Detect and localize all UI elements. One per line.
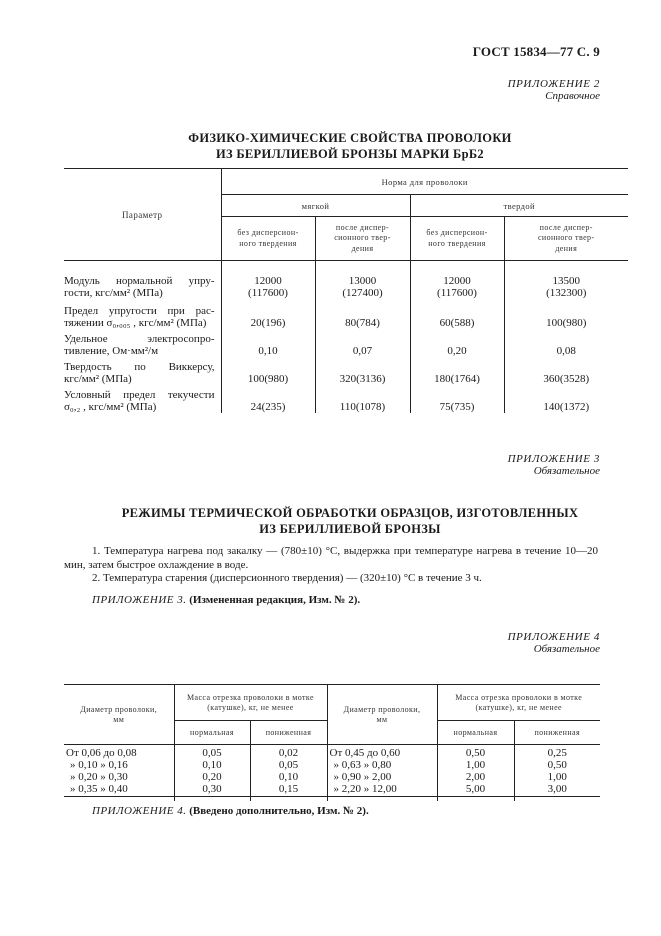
dia-left-cell: От 0,06 до 0,08 » 0,10 » 0,16 » 0,20 » 0,30 » 0,35 » 0,40 xyxy=(66,747,137,795)
dia-header-left: Диаметр проволоки, мм xyxy=(64,685,174,745)
value-cell: 0,20 xyxy=(410,329,504,357)
mass-header-right: Масса отрезка проволоки в мотке (катушке), кг, не менее xyxy=(437,685,600,721)
value-cell: 0,07 xyxy=(315,329,410,357)
value-cell: 60(588) xyxy=(410,299,504,329)
value-cell: 13500 (132300) xyxy=(504,261,628,299)
value-cell: 80(784) xyxy=(315,299,410,329)
appendix-4-kind: Обязательное xyxy=(533,643,600,655)
param-header: Параметр xyxy=(64,169,221,261)
sub-header-aging-hard: после диспер- сионного твер- дения xyxy=(504,217,628,261)
hard-header: твердой xyxy=(410,195,628,217)
appendix-2-label xyxy=(440,78,600,102)
value-cell: 75(735) xyxy=(410,385,504,413)
page-header: ГОСТ 15834—77 С. 9 xyxy=(472,44,600,59)
norm-header: Норма для проволоки xyxy=(221,169,628,195)
param-cell: Предел упругости при рас- тяжении σ₀,₀₀₅ , кгс/мм² (МПа) xyxy=(64,304,215,329)
value-cell: 140(1372) xyxy=(504,385,628,413)
paragraph-1: 1. Температура нагрева под закалку — (780±10) °С, выдержка при температуре нагрева в течение 10—20 мин, затем быстрое охлаждение в воде. xyxy=(64,545,598,571)
reduced-right-cell: 0,25 0,50 1,00 3,00 xyxy=(514,745,600,801)
sub-header-aging-soft: после диспер- сионного твер- дения xyxy=(315,217,410,261)
reduced-header-left: пониженная xyxy=(250,721,327,745)
param-cell: Твердость по Виккерсу, кгс/мм² (МПа) xyxy=(64,360,215,385)
appendix-3-note-label: ПРИЛОЖЕНИЕ 3. xyxy=(92,594,187,606)
appendix-3-note xyxy=(92,594,360,606)
reduced-left-cell: 0,02 0,05 0,10 0,15 xyxy=(250,745,327,801)
sub-header-no-aging-soft: без дисперсион- ного твердения xyxy=(221,217,315,261)
section-title-2 xyxy=(60,505,640,537)
value-cell: 320(3136) xyxy=(315,357,410,385)
dia-right-cell: От 0,45 до 0,60 » 0,63 » 0,80 » 0,90 » 2,00 » 2,20 » 12,00 xyxy=(327,745,437,801)
table-row xyxy=(64,745,600,801)
appendix-3-kind: Обязательное xyxy=(533,465,600,477)
value-cell: 13000 (127400) xyxy=(315,261,410,299)
value-cell: 12000 (117600) xyxy=(410,261,504,299)
value-cell: 100(980) xyxy=(504,299,628,329)
appendix-4-note-label: ПРИЛОЖЕНИЕ 4. xyxy=(92,805,187,817)
table-row xyxy=(64,385,628,413)
value-cell: 0,10 xyxy=(221,329,315,357)
mass-table xyxy=(64,684,600,801)
value-cell: 0,08 xyxy=(504,329,628,357)
appendix-3-label xyxy=(440,453,600,477)
appendix-4-label xyxy=(440,631,600,655)
section-title-1-line2: ИЗ БЕРИЛЛИЕВОЙ БРОНЗЫ МАРКИ БрБ2 xyxy=(216,147,484,161)
value-cell: 100(980) xyxy=(221,357,315,385)
appendix-3-note-text: (Измененная редакция, Изм. № 2). xyxy=(189,594,361,606)
dia-header-right: Диаметр проволоки, мм xyxy=(327,685,437,745)
appendix-4-note xyxy=(92,805,369,817)
normal-header-left: нормальная xyxy=(174,721,250,745)
soft-header: мягкой xyxy=(221,195,410,217)
paragraph-2: 2. Температура старения (дисперсионного твердения) — (320±10) °С в течение 3 ч. xyxy=(92,572,482,584)
table-row xyxy=(64,329,628,357)
table-row xyxy=(64,261,628,299)
value-cell: 24(235) xyxy=(221,385,315,413)
param-cell: Удельное электросопро- тивление, Ом·мм²/м xyxy=(64,332,215,357)
param-cell: Условный предел текучести σ₀,₂ , кгс/мм² (МПа) xyxy=(64,388,215,413)
param-cell: Модуль нормальной упру- гости, кгс/мм² (МПа) xyxy=(64,274,215,299)
properties-table xyxy=(64,168,628,413)
mass-header-left: Масса отрезка проволоки в мотке (катушке), кг, не менее xyxy=(174,685,327,721)
table-bottom-rule xyxy=(64,796,600,797)
section-title-2-line2: ИЗ БЕРИЛЛИЕВОЙ БРОНЗЫ xyxy=(259,522,441,536)
normal-header-right: нормальная xyxy=(437,721,514,745)
value-cell: 180(1764) xyxy=(410,357,504,385)
appendix-3-title: ПРИЛОЖЕНИЕ 3 xyxy=(507,453,600,465)
table-row xyxy=(64,357,628,385)
value-cell: 110(1078) xyxy=(315,385,410,413)
appendix-2-title: ПРИЛОЖЕНИЕ 2 xyxy=(507,78,600,90)
section-title-2-line1: РЕЖИМЫ ТЕРМИЧЕСКОЙ ОБРАБОТКИ ОБРАЗЦОВ, ИЗГОТОВЛЕННЫХ xyxy=(121,506,579,520)
value-cell: 12000 (117600) xyxy=(221,261,315,299)
sub-header-no-aging-hard: без дисперсион- ного твердения xyxy=(410,217,504,261)
value-cell: 20(196) xyxy=(221,299,315,329)
appendix-2-kind: Справочное xyxy=(545,90,600,102)
table-row xyxy=(64,299,628,329)
section-title-1-line1: ФИЗИКО-ХИМИЧЕСКИЕ СВОЙСТВА ПРОВОЛОКИ xyxy=(188,131,512,145)
section-title-1 xyxy=(60,130,640,162)
appendix-4-title: ПРИЛОЖЕНИЕ 4 xyxy=(507,631,600,643)
value-cell: 360(3528) xyxy=(504,357,628,385)
reduced-header-right: пониженная xyxy=(514,721,600,745)
appendix-4-note-text: (Введено дополнительно, Изм. № 2). xyxy=(189,805,369,817)
normal-right-cell: 0,50 1,00 2,00 5,00 xyxy=(437,745,514,801)
normal-left-cell: 0,05 0,10 0,20 0,30 xyxy=(174,745,250,801)
